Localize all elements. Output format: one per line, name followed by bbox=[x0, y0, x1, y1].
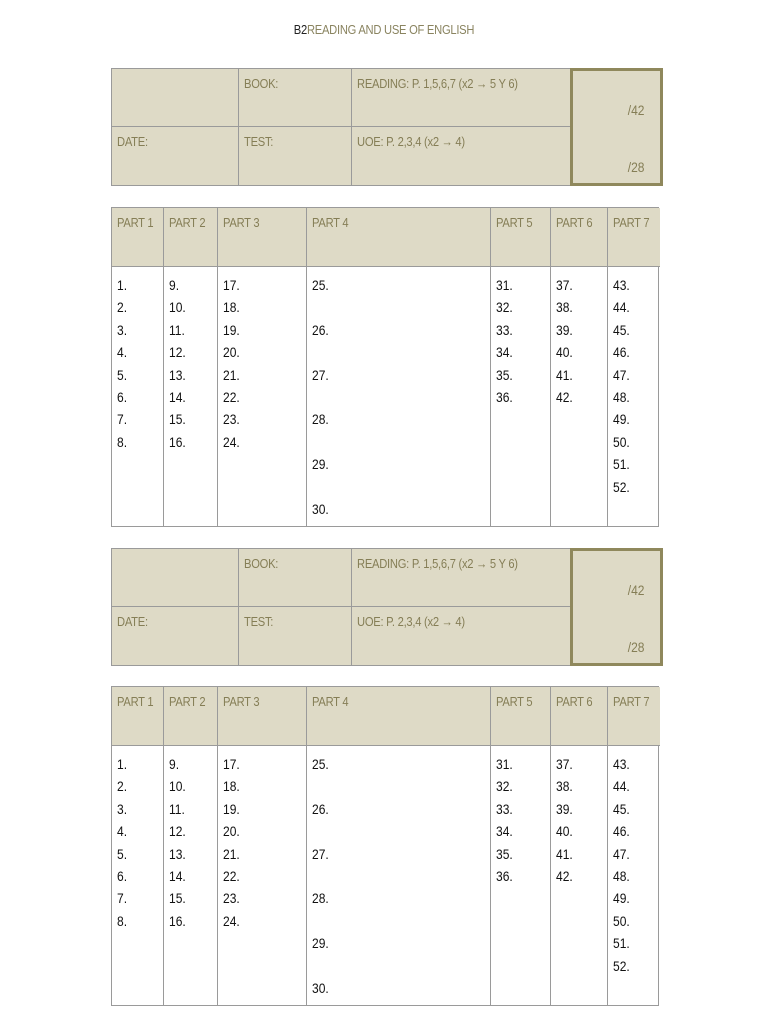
answer-number: 30. bbox=[312, 979, 329, 996]
answer-number: 36. bbox=[496, 867, 513, 884]
part-6-list bbox=[551, 746, 607, 887]
answer-number: 34. bbox=[496, 823, 513, 840]
part-3-header: PART 3 bbox=[218, 208, 306, 267]
uoe-label: UOE: P. 2,3,4 (x2 → 4) bbox=[357, 134, 465, 149]
answer-number: 29. bbox=[312, 935, 329, 952]
part-1-list bbox=[112, 746, 163, 932]
answer-number: 12. bbox=[169, 344, 186, 361]
reading-score: /42 bbox=[627, 582, 644, 598]
answer-number: 40. bbox=[556, 344, 573, 361]
answer-number: 28. bbox=[312, 890, 329, 907]
answer-number: 29. bbox=[312, 456, 329, 473]
answer-number: 26. bbox=[312, 321, 329, 338]
answer-number: 41. bbox=[556, 845, 573, 862]
test-cell bbox=[238, 606, 352, 666]
answer-number: 48. bbox=[613, 867, 630, 884]
part-3-header: PART 3 bbox=[218, 687, 306, 746]
answer-number: 24. bbox=[223, 433, 240, 450]
date-cell bbox=[111, 126, 239, 186]
date-cell bbox=[111, 606, 239, 666]
uoe-score-box bbox=[570, 606, 663, 666]
level-label: B2 bbox=[293, 22, 307, 37]
part-4-column bbox=[306, 208, 490, 526]
answer-number: 23. bbox=[223, 890, 240, 907]
answer-number: 31. bbox=[496, 756, 513, 772]
answer-number: 22. bbox=[223, 867, 240, 884]
answer-number: 45. bbox=[613, 800, 630, 817]
part-2-list bbox=[164, 267, 217, 453]
answer-number: 18. bbox=[223, 299, 240, 316]
answer-number: 15. bbox=[169, 411, 186, 428]
test-cell bbox=[238, 126, 352, 186]
part-5-list bbox=[491, 267, 550, 408]
answer-number: 46. bbox=[613, 344, 630, 361]
answer-number: 34. bbox=[496, 344, 513, 361]
answer-number: 45. bbox=[613, 321, 630, 338]
answer-number: 17. bbox=[223, 277, 240, 293]
answer-number: 23. bbox=[223, 411, 240, 428]
answer-number: 39. bbox=[556, 800, 573, 817]
part-1-list bbox=[112, 267, 163, 453]
part-3-column bbox=[217, 687, 306, 1005]
answer-number: 16. bbox=[169, 912, 186, 929]
answer-number: 22. bbox=[223, 388, 240, 405]
reading-score-box bbox=[570, 68, 663, 127]
answer-number: 11. bbox=[169, 321, 185, 338]
answer-number: 27. bbox=[312, 366, 329, 383]
answer-number: 5. bbox=[117, 366, 128, 383]
part-6-list bbox=[551, 267, 607, 408]
date-label: DATE: bbox=[117, 134, 148, 149]
reading-score-box bbox=[570, 548, 663, 607]
answer-number: 30. bbox=[312, 500, 329, 517]
answer-number: 1. bbox=[117, 277, 128, 293]
answer-number: 41. bbox=[556, 366, 573, 383]
answer-number: 4. bbox=[117, 823, 128, 840]
part-5-column bbox=[490, 208, 550, 526]
answer-number: 31. bbox=[496, 277, 513, 293]
answer-number: 50. bbox=[613, 912, 630, 929]
answer-number: 6. bbox=[117, 867, 128, 884]
book-label: BOOK: bbox=[244, 76, 279, 91]
answer-grid bbox=[111, 207, 659, 527]
answer-number: 9. bbox=[169, 756, 180, 772]
answer-number: 42. bbox=[556, 867, 573, 884]
answer-number: 39. bbox=[556, 321, 573, 338]
answer-number: 37. bbox=[556, 277, 573, 293]
part-1-header: PART 1 bbox=[112, 208, 163, 267]
part-2-header: PART 2 bbox=[164, 687, 217, 746]
part-4-list bbox=[307, 746, 490, 1022]
uoe-score: /28 bbox=[627, 159, 644, 175]
part-2-column bbox=[163, 208, 217, 526]
answer-number: 14. bbox=[169, 867, 186, 884]
answer-number: 43. bbox=[613, 277, 630, 293]
title-text: READING AND USE OF ENGLISH bbox=[306, 22, 475, 37]
test-label: TEST: bbox=[244, 134, 274, 149]
blank-cell bbox=[111, 548, 239, 607]
answer-number: 21. bbox=[223, 845, 240, 862]
answer-number: 32. bbox=[496, 299, 513, 316]
answer-number: 3. bbox=[117, 321, 128, 338]
answer-number: 13. bbox=[169, 366, 186, 383]
part-5-header: PART 5 bbox=[491, 687, 550, 746]
answer-number: 2. bbox=[117, 778, 128, 795]
answer-number: 32. bbox=[496, 778, 513, 795]
answer-number: 24. bbox=[223, 912, 240, 929]
answer-number: 44. bbox=[613, 299, 630, 316]
part-3-list bbox=[218, 267, 306, 453]
answer-number: 42. bbox=[556, 388, 573, 405]
answer-number: 13. bbox=[169, 845, 186, 862]
reading-score: /42 bbox=[627, 102, 644, 118]
test-label: TEST: bbox=[244, 614, 274, 629]
answer-grid bbox=[111, 686, 659, 1006]
part-2-header: PART 2 bbox=[164, 208, 217, 267]
answer-number: 8. bbox=[117, 912, 128, 929]
answer-number: 35. bbox=[496, 845, 513, 862]
part-7-header: PART 7 bbox=[608, 687, 660, 746]
answer-number: 17. bbox=[223, 756, 240, 772]
part-4-header: PART 4 bbox=[307, 687, 490, 746]
answer-number: 51. bbox=[613, 456, 630, 473]
answer-number: 49. bbox=[613, 411, 630, 428]
part-7-column bbox=[607, 208, 660, 526]
part-5-column bbox=[490, 687, 550, 1005]
answer-number: 10. bbox=[169, 299, 186, 316]
answer-number: 47. bbox=[613, 845, 630, 862]
part-4-list bbox=[307, 267, 490, 543]
answer-number: 1. bbox=[117, 756, 128, 772]
part-7-column bbox=[607, 687, 660, 1005]
answer-number: 8. bbox=[117, 433, 128, 450]
answer-number: 44. bbox=[613, 778, 630, 795]
part-4-header: PART 4 bbox=[307, 208, 490, 267]
book-label: BOOK: bbox=[244, 556, 279, 571]
answer-number: 48. bbox=[613, 388, 630, 405]
date-label: DATE: bbox=[117, 614, 148, 629]
part-7-list bbox=[608, 746, 660, 977]
uoe-score: /28 bbox=[627, 639, 644, 655]
score-header bbox=[111, 68, 663, 186]
reading-cell bbox=[351, 548, 571, 607]
part-2-column bbox=[163, 687, 217, 1005]
answer-number: 2. bbox=[117, 299, 128, 316]
part-6-column bbox=[550, 208, 607, 526]
answer-number: 26. bbox=[312, 800, 329, 817]
answer-number: 27. bbox=[312, 845, 329, 862]
part-1-column bbox=[112, 208, 163, 526]
blank-cell bbox=[111, 68, 239, 127]
answer-number: 6. bbox=[117, 388, 128, 405]
uoe-cell bbox=[351, 606, 571, 666]
answer-number: 47. bbox=[613, 366, 630, 383]
answer-number: 33. bbox=[496, 321, 513, 338]
uoe-score-box bbox=[570, 126, 663, 186]
answer-number: 25. bbox=[312, 756, 329, 772]
uoe-cell bbox=[351, 126, 571, 186]
answer-number: 36. bbox=[496, 388, 513, 405]
reading-cell bbox=[351, 68, 571, 127]
answer-number: 7. bbox=[117, 890, 128, 907]
book-cell bbox=[238, 548, 352, 607]
answer-number: 46. bbox=[613, 823, 630, 840]
answer-number: 5. bbox=[117, 845, 128, 862]
answer-number: 10. bbox=[169, 778, 186, 795]
answer-number: 12. bbox=[169, 823, 186, 840]
part-7-list bbox=[608, 267, 660, 498]
answer-number: 19. bbox=[223, 800, 240, 817]
uoe-label: UOE: P. 2,3,4 (x2 → 4) bbox=[357, 614, 465, 629]
answer-number: 52. bbox=[613, 957, 630, 974]
answer-number: 38. bbox=[556, 778, 573, 795]
answer-number: 28. bbox=[312, 411, 329, 428]
answer-number: 11. bbox=[169, 800, 185, 817]
answer-number: 19. bbox=[223, 321, 240, 338]
part-1-column bbox=[112, 687, 163, 1005]
reading-label: READING: P. 1,5,6,7 (x2 → 5 Y 6) bbox=[357, 556, 518, 571]
answer-number: 50. bbox=[613, 433, 630, 450]
answer-number: 14. bbox=[169, 388, 186, 405]
answer-number: 3. bbox=[117, 800, 128, 817]
answer-number: 18. bbox=[223, 778, 240, 795]
reading-label: READING: P. 1,5,6,7 (x2 → 5 Y 6) bbox=[357, 76, 518, 91]
part-5-header: PART 5 bbox=[491, 208, 550, 267]
part-3-list bbox=[218, 746, 306, 932]
answer-number: 33. bbox=[496, 800, 513, 817]
page-title bbox=[54, 22, 714, 37]
part-6-header: PART 6 bbox=[551, 687, 607, 746]
answer-number: 35. bbox=[496, 366, 513, 383]
part-5-list bbox=[491, 746, 550, 887]
part-2-list bbox=[164, 746, 217, 932]
answer-number: 51. bbox=[613, 935, 630, 952]
answer-number: 20. bbox=[223, 823, 240, 840]
part-6-header: PART 6 bbox=[551, 208, 607, 267]
score-header bbox=[111, 548, 663, 666]
part-4-column bbox=[306, 687, 490, 1005]
answer-number: 20. bbox=[223, 344, 240, 361]
part-1-header: PART 1 bbox=[112, 687, 163, 746]
answer-number: 49. bbox=[613, 890, 630, 907]
answer-number: 21. bbox=[223, 366, 240, 383]
answer-number: 40. bbox=[556, 823, 573, 840]
answer-number: 52. bbox=[613, 478, 630, 495]
answer-number: 15. bbox=[169, 890, 186, 907]
answer-number: 16. bbox=[169, 433, 186, 450]
answer-number: 38. bbox=[556, 299, 573, 316]
part-6-column bbox=[550, 687, 607, 1005]
answer-number: 43. bbox=[613, 756, 630, 772]
answer-number: 37. bbox=[556, 756, 573, 772]
answer-number: 7. bbox=[117, 411, 128, 428]
answer-number: 4. bbox=[117, 344, 128, 361]
answer-number: 25. bbox=[312, 277, 329, 293]
answer-number: 9. bbox=[169, 277, 180, 293]
part-7-header: PART 7 bbox=[608, 208, 660, 267]
part-3-column bbox=[217, 208, 306, 526]
book-cell bbox=[238, 68, 352, 127]
